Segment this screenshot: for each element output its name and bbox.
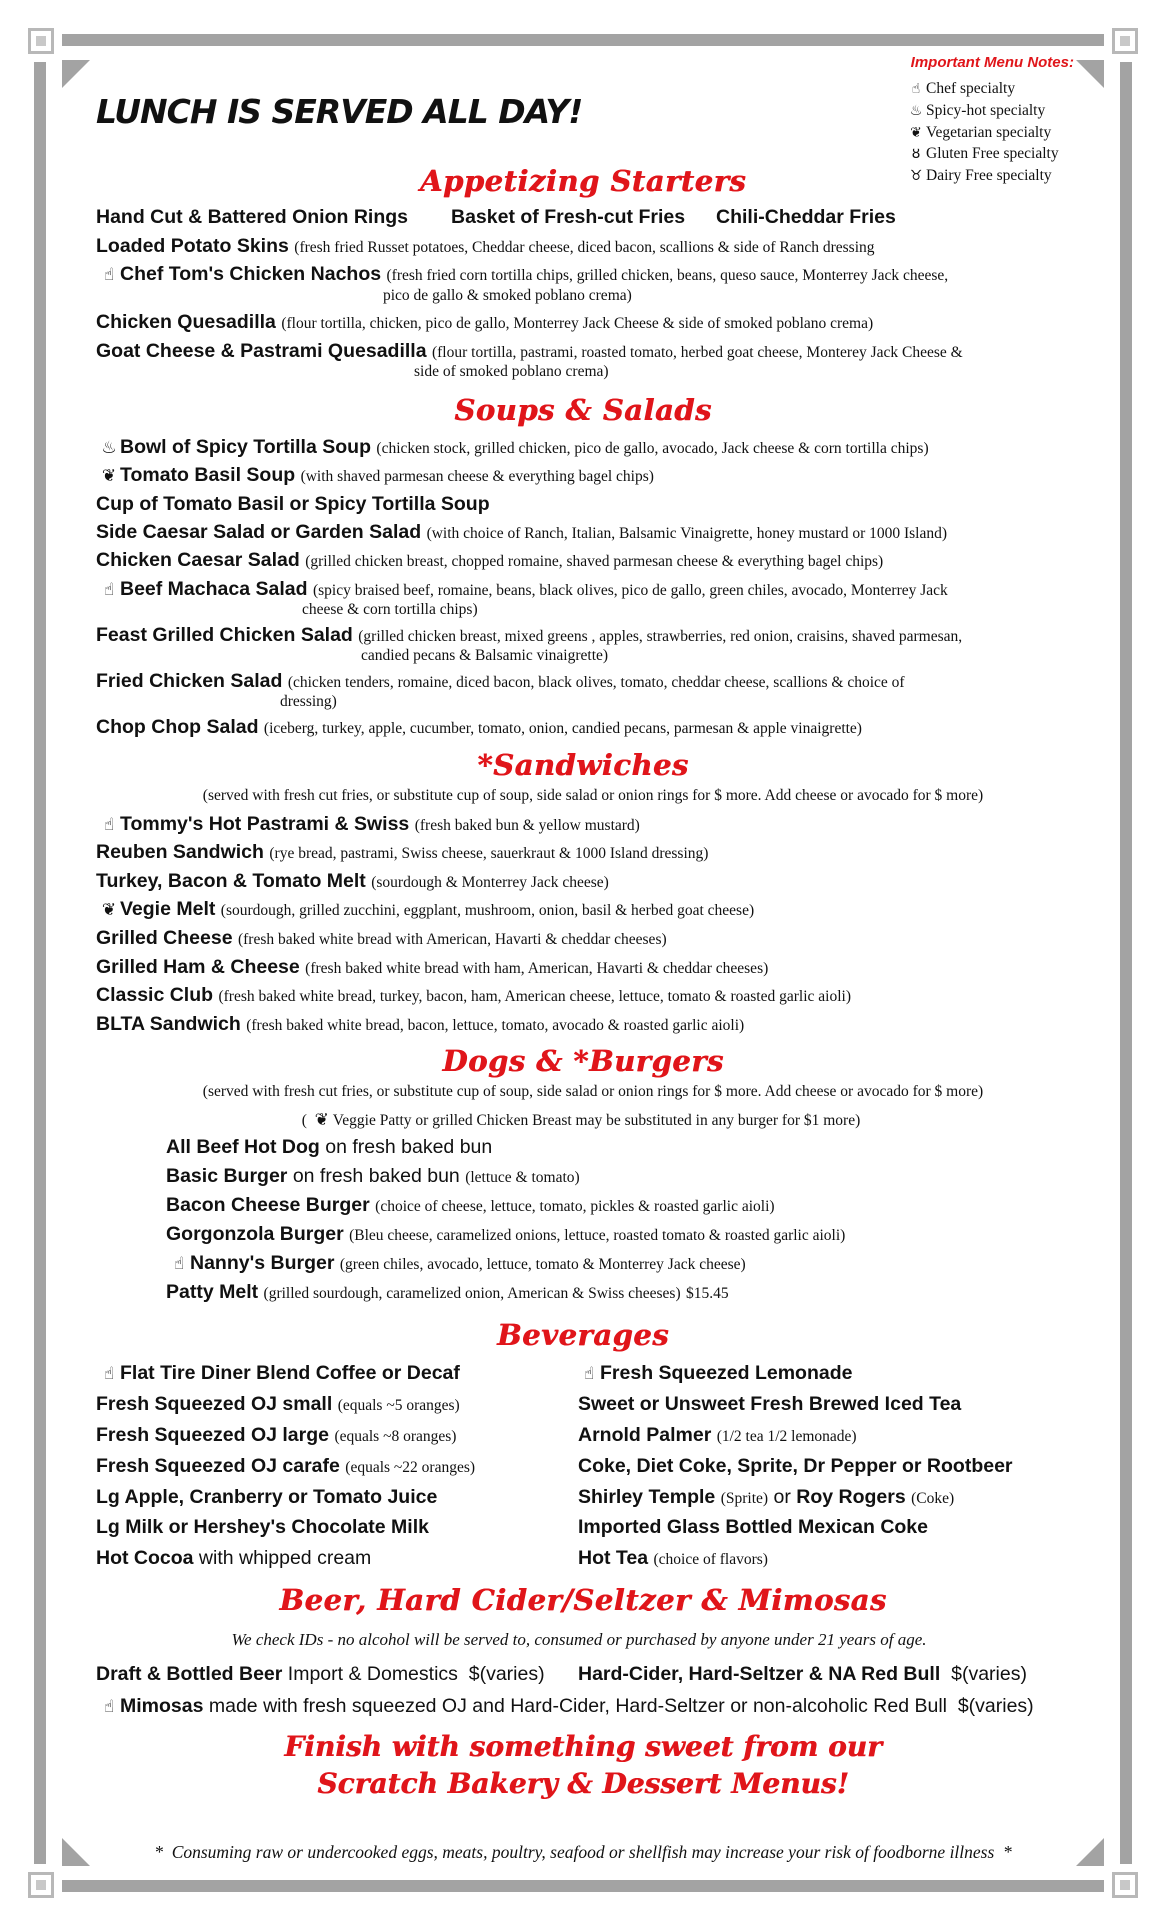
section-heading-starters: Appetizing Starters <box>419 164 747 198</box>
menu-item: Side Caesar Salad or Garden Salad (with choice of Ranch, Italian, Balsamic Vinaigrette, honey mustard or 1000 Island) <box>96 521 948 543</box>
frame-triangle-tr <box>1076 60 1104 88</box>
frame-corner-br <box>1112 1872 1138 1898</box>
menu-item: Fried Chicken Salad (chicken tenders, romaine, diced bacon, black olives, tomato, cheddar cheese, scallions & choice of <box>96 670 905 692</box>
menu-item: ☝ Flat Tire Diner Blend Coffee or Decaf <box>98 1362 460 1385</box>
vegetarian-icon: ❦ <box>910 125 922 141</box>
menu-item: Chili-Cheddar Fries <box>716 206 896 228</box>
menu-item: ☝ Fresh Squeezed Lemonade <box>578 1362 852 1385</box>
frame-top <box>62 34 1104 46</box>
menu-item: Goat Cheese & Pastrami Quesadilla (flour tortilla, pastrami, roasted tomato, herbed goat cheese, Monterey Jack Cheese & <box>96 340 963 362</box>
section-heading-soups: Soups & Salads <box>454 393 712 427</box>
menu-item: Hot Tea (choice of flavors) <box>578 1547 768 1569</box>
menu-item: All Beef Hot Dog on fresh baked bun <box>166 1136 493 1158</box>
menu-item: BLTA Sandwich (fresh baked white bread, bacon, lettuce, tomato, avocado & roasted garlic aioli) <box>96 1013 745 1035</box>
item-desc-cont: candied pecans & Balsamic vinaigrette) <box>361 647 609 664</box>
menu-item: ☝ Nanny's Burger (green chiles, avocado, lettuce, tomato & Monterrey Jack cheese) <box>168 1252 746 1275</box>
item-desc-cont: cheese & corn tortilla chips) <box>302 601 478 618</box>
menu-item: ☝ Chef Tom's Chicken Nachos (fresh fried corn tortilla chips, grilled chicken, beans, queso sauce, Monterrey Jack cheese, <box>98 263 948 286</box>
note-dairy-free: ♉ Dairy Free specialty <box>906 167 1052 185</box>
menu-item: ❦ Vegie Melt (sourdough, grilled zucchini, eggplant, mushroom, onion, basil & herbed goat cheese) <box>98 898 754 921</box>
menu-item: Bacon Cheese Burger (choice of cheese, lettuce, tomato, pickles & roasted garlic aioli) <box>166 1194 775 1216</box>
dairy-free-icon: ♉ <box>909 168 923 184</box>
menu-item: Loaded Potato Skins (fresh fried Russet potatoes, Cheddar cheese, diced bacon, scallions & side of Ranch dressing <box>96 235 875 257</box>
chef-icon: ☝ <box>583 1364 595 1384</box>
section-note: (served with fresh cut fries, or substitute cup of soup, side salad or onion rings for $ more. Add cheese or avocado for $ more) <box>202 787 984 804</box>
menu-item: Fresh Squeezed OJ small (equals ~5 oranges) <box>96 1393 460 1415</box>
item-desc-cont: pico de gallo & smoked poblano crema) <box>383 287 632 304</box>
item-desc-cont: dressing) <box>280 693 337 710</box>
menu-item: Hard-Cider, Hard-Seltzer & NA Red Bull $(varies) <box>578 1663 1027 1685</box>
menu-item: Grilled Ham & Cheese (fresh baked white bread with ham, American, Havarti & cheddar cheeses) <box>96 956 769 978</box>
id-warning: We check IDs - no alcohol will be served to, consumed or purchased by anyone under 21 years of age. <box>231 1630 927 1649</box>
section-heading-beverages: Beverages <box>497 1318 669 1352</box>
chef-icon: ☝ <box>103 580 115 600</box>
vegetarian-icon: ❦ <box>101 466 117 486</box>
section-heading-burgers: Dogs & *Burgers <box>442 1044 724 1078</box>
note-chef: ☝ Chef specialty <box>906 80 1015 98</box>
frame-corner-tl <box>28 28 54 54</box>
menu-item: Gorgonzola Burger (Bleu cheese, caramelized onions, lettuce, roasted tomato & roasted garlic aioli) <box>166 1223 846 1245</box>
menu-item: Chicken Caesar Salad (grilled chicken breast, chopped romaine, shaved parmesan cheese & everything bagel chips) <box>96 549 884 571</box>
menu-item: Lg Apple, Cranberry or Tomato Juice <box>96 1486 438 1508</box>
frame-triangle-tl <box>62 60 90 88</box>
section-note-veggie: ( ❦ Veggie Patty or grilled Chicken Breast may be substituted in any burger for $1 more) <box>301 1110 861 1130</box>
price: $15.45 <box>686 1285 729 1302</box>
menu-item: Chicken Quesadilla (flour tortilla, chicken, pico de gallo, Monterrey Jack Cheese & side of smoked poblano crema) <box>96 311 874 333</box>
frame-bottom <box>62 1880 1104 1892</box>
menu-item: ☝ Beef Machaca Salad (spicy braised beef, romaine, beans, black olives, pico de gallo, green chiles, avocado, Monterrey Jack <box>98 578 948 601</box>
menu-item: Arnold Palmer (1/2 tea 1/2 lemonade) <box>578 1424 857 1446</box>
note-gluten-free: ȣ Gluten Free specialty <box>906 145 1059 163</box>
chef-icon: ☝ <box>103 1364 115 1384</box>
menu-item: Lg Milk or Hershey's Chocolate Milk <box>96 1516 429 1538</box>
menu-item: Basic Burger on fresh baked bun (lettuce & tomato) <box>166 1165 580 1187</box>
foodborne-warning: * Consuming raw or undercooked eggs, meats, poultry, seafood or shellfish may increase your risk of foodborne illness * <box>154 1842 1012 1862</box>
vegetarian-icon: ❦ <box>101 900 117 920</box>
menu-item: Basket of Fresh-cut Fries <box>451 206 686 228</box>
note-spicy: ♨ Spicy-hot specialty <box>906 102 1045 120</box>
menu-item: Hand Cut & Battered Onion Rings <box>96 206 408 228</box>
chef-icon: ☝ <box>103 815 115 835</box>
menu-item: Grilled Cheese (fresh baked white bread with American, Havarti & cheddar cheeses) <box>96 927 667 949</box>
menu-item: Hot Cocoa with whipped cream <box>96 1547 372 1569</box>
menu-item: ☝ Tommy's Hot Pastrami & Swiss (fresh baked bun & yellow mustard) <box>98 813 640 836</box>
pepper-icon: ♨ <box>101 438 117 458</box>
menu-item: Sweet or Unsweet Fresh Brewed Iced Tea <box>578 1393 962 1415</box>
menu-item: Coke, Diet Coke, Sprite, Dr Pepper or Rootbeer <box>578 1455 1013 1477</box>
chef-icon: ☝ <box>103 265 115 285</box>
gluten-free-icon: ȣ <box>911 146 921 162</box>
chef-icon: ☝ <box>103 1697 115 1717</box>
frame-corner-bl <box>28 1872 54 1898</box>
section-heading-beer: Beer, Hard Cider/Seltzer & Mimosas <box>279 1583 887 1617</box>
menu-item: Fresh Squeezed OJ large (equals ~8 oranges) <box>96 1424 457 1446</box>
menu-item: Cup of Tomato Basil or Spicy Tortilla Soup <box>96 493 490 515</box>
note-vegetarian: ❦ Vegetarian specialty <box>906 124 1051 142</box>
menu-item: Patty Melt (grilled sourdough, caramelized onion, American & Swiss cheeses) $15.45 <box>166 1281 729 1303</box>
frame-corner-tr <box>1112 28 1138 54</box>
item-desc-cont: side of smoked poblano crema) <box>414 363 609 380</box>
dessert-promo-line2: Scratch Bakery & Dessert Menus! <box>317 1767 849 1800</box>
chef-icon: ☝ <box>173 1254 185 1274</box>
section-heading-sandwiches: *Sandwiches <box>477 748 689 782</box>
menu-item: Reuben Sandwich (rye bread, pastrami, Swiss cheese, sauerkraut & 1000 Island dressing) <box>96 841 709 863</box>
menu-item: Fresh Squeezed OJ carafe (equals ~22 oranges) <box>96 1455 476 1477</box>
menu-item: ♨ Bowl of Spicy Tortilla Soup (chicken stock, grilled chicken, pico de gallo, avocado, Jack cheese & corn tortilla chips) <box>98 436 929 459</box>
dessert-promo-line1: Finish with something sweet from our <box>284 1730 882 1763</box>
vegetarian-icon: ❦ <box>314 1110 329 1130</box>
pepper-icon: ♨ <box>909 103 923 119</box>
menu-item: Imported Glass Bottled Mexican Coke <box>578 1516 929 1538</box>
notes-heading: Important Menu Notes: <box>910 54 1074 71</box>
menu-item: ☝ Mimosas made with fresh squeezed OJ and Hard-Cider, Hard-Seltzer or non-alcoholic Red Bull $(varies) <box>98 1695 1034 1718</box>
menu-item: Turkey, Bacon & Tomato Melt (sourdough & Monterrey Jack cheese) <box>96 870 609 892</box>
menu-item: Chop Chop Salad (iceberg, turkey, apple, cucumber, tomato, onion, candied pecans, parmesan & apple vinaigrette) <box>96 716 862 738</box>
chef-icon: ☝ <box>911 81 921 97</box>
menu-item: Draft & Bottled Beer Import & Domestics $(varies) <box>96 1663 545 1685</box>
page-title: LUNCH IS SERVED ALL DAY! <box>96 92 583 131</box>
menu-item: Classic Club (fresh baked white bread, turkey, bacon, ham, American cheese, lettuce, tomato & roasted garlic aioli) <box>96 984 851 1006</box>
menu-item: Shirley Temple (Sprite) or Roy Rogers (Coke) <box>578 1486 955 1508</box>
menu-item: ❦ Tomato Basil Soup (with shaved parmesan cheese & everything bagel chips) <box>98 464 654 487</box>
section-note: (served with fresh cut fries, or substitute cup of soup, side salad or onion rings for $ more. Add cheese or avocado for $ more) <box>202 1083 984 1100</box>
menu-item: Feast Grilled Chicken Salad (grilled chicken breast, mixed greens , apples, strawberries, red onion, craisins, shaved parmesan, <box>96 624 963 646</box>
